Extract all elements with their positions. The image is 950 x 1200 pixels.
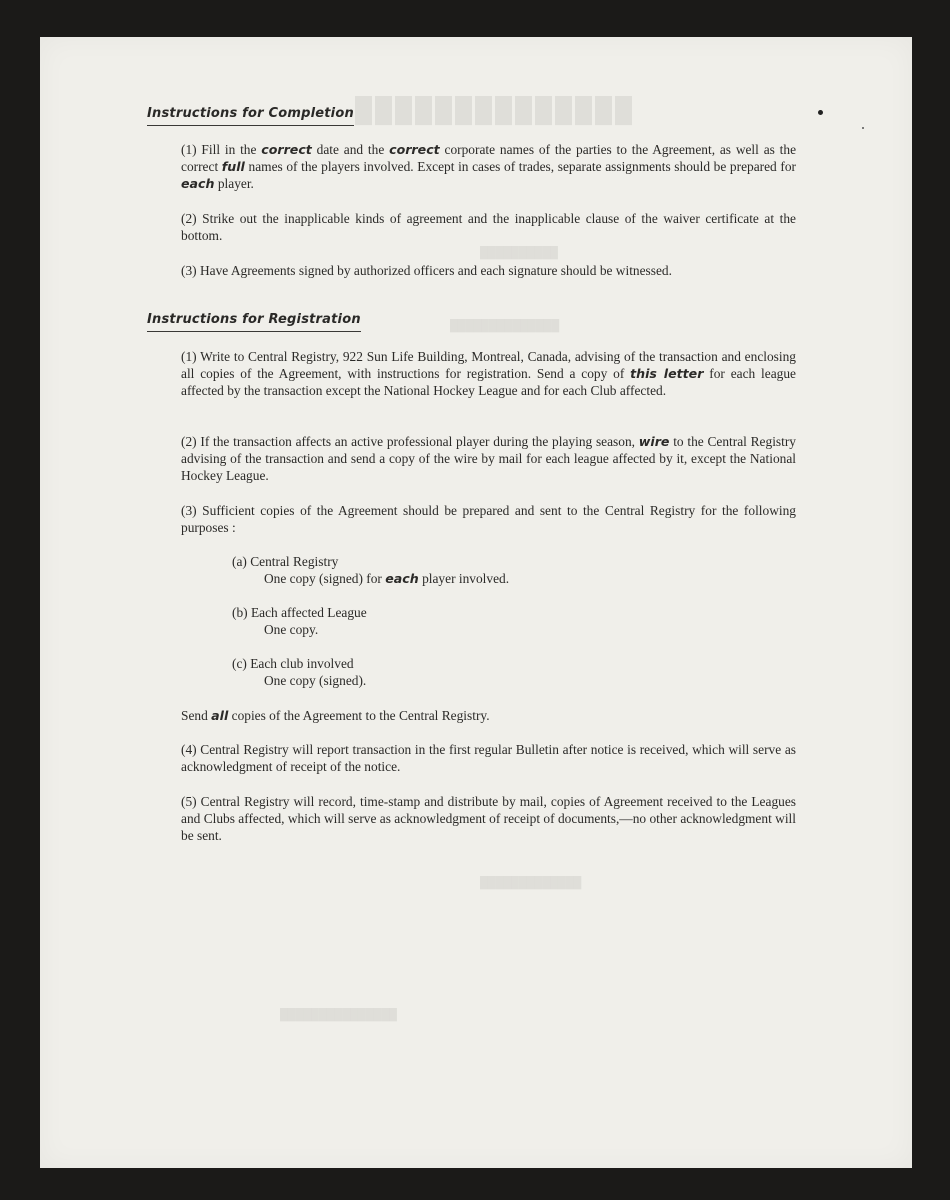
registration-heading: Instructions for Registration — [147, 312, 361, 332]
registration-paragraph-2: (2) If the transaction affects an active professional player during the playing season, wire to the Central Registry advising of the transaction and send a copy of the wire by mail for each league affected by it, except the National Hockey League. — [181, 434, 796, 484]
purpose-item-a — [232, 553, 632, 587]
document-content — [40, 37, 912, 1168]
bleed-through-line: ███████████████ — [280, 1009, 397, 1021]
purpose-item-detail: One copy (signed). — [264, 673, 367, 689]
bleed-through-line: ██████████████ — [450, 320, 560, 332]
registration-paragraph-1: (1) Write to Central Registry, 922 Sun Life Building, Montreal, Canada, advising of the transaction and enclosing all copies of the Agreement, with instructions for registration. Send a copy of this letter for each league affected by the transaction except the National Hockey League and for each Club affected. — [181, 349, 797, 399]
purpose-item-detail: One copy (signed) for each player involved. — [264, 571, 510, 587]
purpose-item-label: (c) Each club involved — [232, 656, 354, 671]
completion-paragraph-1: (1) Fill in the correct date and the correct corporate names of the parties to the Agreement, as well as the correct full names of the players involved. Except in cases of trades, separate assignments should be prepared for each player. — [181, 142, 797, 192]
purpose-item-detail: One copy. — [264, 622, 319, 638]
purpose-item-label: (a) Central Registry — [232, 554, 339, 569]
completion-paragraph-2: (2) Strike out the inapplicable kinds of agreement and the inapplicable clause of the waiver certificate at the bottom. — [181, 211, 796, 244]
bleed-through-line: ██████████ — [480, 247, 558, 259]
completion-heading: Instructions for Completion — [147, 106, 354, 126]
registration-paragraph-4: (4) Central Registry will report transaction in the first regular Bulletin after notice is received, which will serve as acknowledgment of receipt of the notice. — [181, 742, 796, 775]
purpose-item-c — [232, 655, 632, 689]
completion-paragraph-3: (3) Have Agreements signed by authorized officers and each signature should be witnessed. — [181, 263, 672, 278]
purpose-item-b — [232, 604, 632, 638]
send-all-copies-line: Send all copies of the Agreement to the Central Registry. — [181, 708, 490, 723]
bleed-through-line: █████████████ — [480, 877, 582, 889]
purpose-item-label: (b) Each affected League — [232, 605, 367, 620]
registration-paragraph-3: (3) Sufficient copies of the Agreement should be prepared and sent to the Central Registry for the following purposes : — [181, 503, 796, 536]
registration-paragraph-5: (5) Central Registry will record, time-stamp and distribute by mail, copies of Agreement received to the Leagues and Clubs affected, which will serve as acknowledgment of receipt of documents,—no other acknowledgment will be sent. — [181, 794, 796, 844]
bleed-through-heading: ██████████████ — [355, 97, 636, 124]
